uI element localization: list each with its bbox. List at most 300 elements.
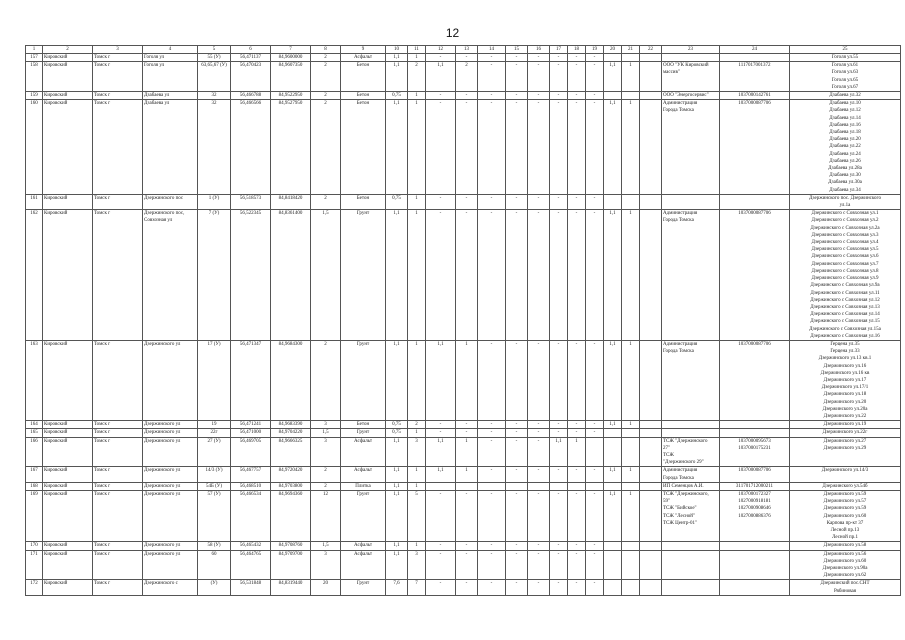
- value-cell: -: [550, 421, 568, 429]
- address-list-line: Гоголя ул.63: [831, 70, 859, 76]
- organization-cell: [662, 467, 720, 482]
- area-cell: 2: [311, 467, 341, 482]
- address-list-line: Гоголя ул.61: [831, 63, 859, 69]
- registration-number-cell: [720, 421, 790, 429]
- city-cell: Томск г: [93, 100, 143, 195]
- value-cell: -: [478, 194, 506, 209]
- column-number: 23: [662, 46, 720, 54]
- value-cell: [622, 92, 640, 100]
- latitude-cell: 56,470423: [231, 62, 271, 92]
- value-cell: [604, 437, 622, 467]
- house-number-cell: 55 (У): [198, 54, 231, 62]
- column-number: 6: [231, 46, 271, 54]
- organization-line: Города Томска: [663, 108, 694, 114]
- longitude-cell: 84,9704220: [271, 429, 311, 437]
- column-number: 12: [426, 46, 456, 54]
- value-cell: [456, 482, 478, 490]
- row-number-cell: 163: [26, 340, 43, 420]
- column-number: 2: [43, 46, 93, 54]
- row-number-cell: 170: [26, 542, 43, 550]
- column-number: 14: [478, 46, 506, 54]
- house-number-cell: 54Б (У): [198, 482, 231, 490]
- address-list-line: Дзержинского ул.58: [823, 543, 867, 549]
- surface-cell: Асфальт: [341, 550, 386, 580]
- registration-number-cell: [720, 54, 790, 62]
- house-number-cell: 32: [198, 92, 231, 100]
- value-cell: [604, 429, 622, 437]
- value-cell: -: [506, 100, 528, 195]
- district-cell: Кировский: [43, 54, 93, 62]
- value-cell: -: [550, 54, 568, 62]
- column-number: 10: [386, 46, 408, 54]
- value-cell: [604, 550, 622, 580]
- value-cell: -: [528, 421, 550, 429]
- value-cell: -: [528, 340, 550, 420]
- value-cell: [622, 429, 640, 437]
- house-number-cell: 60: [198, 550, 231, 580]
- column-number: 16: [528, 46, 550, 54]
- value-cell: [622, 437, 640, 467]
- value-cell: -: [506, 429, 528, 437]
- longitude-cell: 84,9720420: [271, 467, 311, 482]
- table-row: [26, 340, 901, 420]
- row-number-cell: 164: [26, 421, 43, 429]
- address-list-line: Дзабаева ул.30: [829, 173, 861, 179]
- city-cell: Томск г: [93, 421, 143, 429]
- value-cell: -: [568, 421, 586, 429]
- value-cell: -: [550, 429, 568, 437]
- value-cell: 1: [456, 437, 478, 467]
- value-cell: -: [568, 62, 586, 92]
- column-number: 21: [622, 46, 640, 54]
- value-cell: 3: [408, 550, 426, 580]
- address-list-line: Карпова пр-кт 37: [826, 520, 864, 526]
- address-list-line: Дзержинского с Совхозная ул.7: [811, 261, 879, 267]
- value-cell: -: [586, 340, 604, 420]
- city-cell: Томск г: [93, 490, 143, 541]
- value-cell: -: [586, 490, 604, 541]
- value-cell: 1: [456, 340, 478, 420]
- address-list-line: Дзабаева ул.16: [829, 122, 861, 128]
- address-list-line: Дзержинского с Совхозная ул.4: [811, 240, 879, 246]
- value-cell: -: [550, 467, 568, 482]
- surface-cell: Бетон: [341, 194, 386, 209]
- address-list-line: Дзабаева ул.12: [829, 108, 861, 114]
- registration-number-cell: [720, 437, 790, 467]
- value-cell: -: [528, 550, 550, 580]
- value-cell: -: [586, 542, 604, 550]
- value-cell: 0,75: [386, 421, 408, 429]
- street-cell: Дзабаева ул: [143, 100, 198, 195]
- value-cell: -: [506, 580, 528, 595]
- value-cell: -: [456, 194, 478, 209]
- value-cell: 2: [456, 62, 478, 92]
- table-row: [26, 100, 901, 195]
- district-cell: Кировский: [43, 550, 93, 580]
- value-cell: -: [550, 490, 568, 541]
- value-cell: -: [478, 490, 506, 541]
- value-cell: 1,1: [604, 100, 622, 195]
- registration-number-cell: [720, 542, 790, 550]
- value-cell: -: [478, 62, 506, 92]
- district-cell: Кировский: [43, 210, 93, 341]
- table-row: [26, 550, 901, 580]
- value-cell: -: [528, 210, 550, 341]
- value-cell: -: [586, 92, 604, 100]
- area-cell: 2: [311, 54, 341, 62]
- address-list-cell: [790, 550, 901, 580]
- surface-cell: Грунт: [341, 490, 386, 541]
- empty-cell: [640, 194, 662, 209]
- registration-number-cell: [720, 340, 790, 420]
- address-list-line: Дзабаева ул.10: [829, 101, 861, 107]
- value-cell: -: [506, 194, 528, 209]
- value-cell: -: [528, 429, 550, 437]
- value-cell: 1: [456, 467, 478, 482]
- latitude-cell: 56,464765: [231, 550, 271, 580]
- address-list-line: Дзабаева ул.24: [829, 151, 861, 157]
- street-cell: Дзержинского ул: [143, 542, 198, 550]
- empty-cell: [640, 490, 662, 541]
- street-cell: Дзержинского с: [143, 580, 198, 595]
- value-cell: 1,1: [426, 340, 456, 420]
- address-list-line: Дзабаева ул.26: [829, 158, 861, 164]
- city-cell: Томск г: [93, 92, 143, 100]
- value-cell: 0,75: [386, 92, 408, 100]
- address-list-line: Дзержинского ул.17/1: [821, 385, 869, 391]
- street-cell: Дзержинского ул: [143, 429, 198, 437]
- value-cell: -: [506, 550, 528, 580]
- house-number-cell: 58 (У): [198, 542, 231, 550]
- city-cell: Томск г: [93, 482, 143, 490]
- area-cell: 3: [311, 550, 341, 580]
- district-cell: Кировский: [43, 421, 93, 429]
- value-cell: -: [426, 429, 456, 437]
- district-cell: Кировский: [43, 62, 93, 92]
- value-cell: [604, 194, 622, 209]
- registration-number-line: 1037000175231: [738, 445, 771, 451]
- value-cell: [622, 580, 640, 595]
- value-cell: 1: [408, 210, 426, 341]
- value-cell: -: [586, 421, 604, 429]
- registration-number-cell: [720, 482, 790, 490]
- value-cell: 1: [408, 429, 426, 437]
- value-cell: -: [528, 92, 550, 100]
- organization-cell: [662, 542, 720, 550]
- district-cell: Кировский: [43, 100, 93, 195]
- value-cell: 1,1: [386, 490, 408, 541]
- city-cell: Томск г: [93, 210, 143, 341]
- longitude-cell: 84,8361400: [271, 210, 311, 341]
- value-cell: -: [426, 580, 456, 595]
- row-number-cell: 171: [26, 550, 43, 580]
- latitude-cell: 56,465432: [231, 542, 271, 550]
- house-number-cell: 63,65,67 (У): [198, 62, 231, 92]
- value-cell: -: [586, 62, 604, 92]
- value-cell: -: [550, 194, 568, 209]
- value-cell: 1: [408, 54, 426, 62]
- value-cell: -: [586, 100, 604, 195]
- address-list-line: Дзержинского ул.16: [823, 363, 867, 369]
- value-cell: [426, 482, 456, 490]
- district-cell: Кировский: [43, 194, 93, 209]
- address-list-line: Дзержинского ул.59: [823, 506, 867, 512]
- organization-line: ТСЖ "Бийское": [663, 506, 697, 512]
- row-number-cell: 157: [26, 54, 43, 62]
- registration-number-cell: [720, 100, 790, 195]
- area-cell: 3: [311, 421, 341, 429]
- city-cell: Томск г: [93, 542, 143, 550]
- longitude-cell: 84,9694360: [271, 490, 311, 541]
- registration-number-line: 1037000087706: [738, 468, 771, 474]
- table-row: [26, 490, 901, 541]
- value-cell: -: [568, 92, 586, 100]
- address-list-line: Гоголя ул.67: [831, 84, 859, 90]
- column-number: 5: [198, 46, 231, 54]
- registry-table: [25, 45, 901, 596]
- longitude-cell: 84,9527950: [271, 100, 311, 195]
- street-cell: Гоголя ул: [143, 62, 198, 92]
- longitude-cell: 84,9607350: [271, 62, 311, 92]
- value-cell: -: [568, 542, 586, 550]
- value-cell: -: [506, 421, 528, 429]
- address-list-line: Дзержинского с Совхозная ул.1: [811, 211, 879, 217]
- value-cell: 3: [408, 437, 426, 467]
- value-cell: -: [478, 92, 506, 100]
- longitude-cell: 84,9709700: [271, 550, 311, 580]
- organization-cell: [662, 429, 720, 437]
- row-number-cell: 169: [26, 490, 43, 541]
- value-cell: [568, 482, 586, 490]
- organization-cell: [662, 550, 720, 580]
- value-cell: 1: [622, 340, 640, 420]
- house-number-cell: 14/3 (У): [198, 467, 231, 482]
- address-list-line: Дзержинского с Совхозная ул.2: [811, 218, 879, 224]
- value-cell: 1: [408, 100, 426, 195]
- value-cell: -: [528, 54, 550, 62]
- column-number: 19: [586, 46, 604, 54]
- value-cell: -: [506, 490, 528, 541]
- address-list-line: Дзержинского с Совхозная ул.9: [811, 276, 879, 282]
- value-cell: -: [456, 100, 478, 195]
- value-cell: -: [478, 429, 506, 437]
- empty-cell: [640, 92, 662, 100]
- address-list-line: Дзержинского пос. Дзержинского: [809, 195, 881, 201]
- row-number-cell: 166: [26, 437, 43, 467]
- address-list-cell: [790, 490, 901, 541]
- house-number-cell: 22г: [198, 429, 231, 437]
- value-cell: -: [528, 580, 550, 595]
- value-cell: -: [586, 429, 604, 437]
- value-cell: 1: [622, 421, 640, 429]
- value-cell: -: [426, 542, 456, 550]
- area-cell: 3: [311, 437, 341, 467]
- value-cell: 1,1: [426, 467, 456, 482]
- longitude-cell: 84,9600000: [271, 54, 311, 62]
- empty-cell: [640, 482, 662, 490]
- address-list-line: Дзабаева ул.18: [829, 130, 861, 136]
- address-list-line: Дзержинского с Совхозная ул.2а: [810, 225, 880, 231]
- value-cell: 1: [622, 100, 640, 195]
- registration-number-line: 1037000095673: [738, 438, 771, 444]
- address-list-line: Дзержинского ул.19: [823, 422, 867, 428]
- empty-cell: [640, 437, 662, 467]
- street-cell: Дзержинского ул: [143, 437, 198, 467]
- address-list-line: Дзержинского с Совхозная ул.8: [811, 268, 879, 274]
- value-cell: -: [456, 92, 478, 100]
- address-list-cell: [790, 210, 901, 341]
- registration-number-line: 1037000087706: [738, 211, 771, 217]
- area-cell: 2: [311, 482, 341, 490]
- column-number: 4: [143, 46, 198, 54]
- address-list-cell: [790, 429, 901, 437]
- value-cell: 1,1: [386, 482, 408, 490]
- district-cell: Кировский: [43, 580, 93, 595]
- organization-line: ТСЖ: [663, 452, 674, 458]
- value-cell: -: [478, 542, 506, 550]
- value-cell: [604, 482, 622, 490]
- value-cell: -: [426, 490, 456, 541]
- organization-line: массив": [663, 70, 680, 76]
- longitude-cell: 84,9683390: [271, 421, 311, 429]
- registration-number-cell: [720, 210, 790, 341]
- address-list-cell: [790, 482, 901, 490]
- organization-cell: [662, 54, 720, 62]
- value-cell: -: [586, 580, 604, 595]
- value-cell: 1: [408, 340, 426, 420]
- address-list-cell: [790, 340, 901, 420]
- value-cell: [586, 482, 604, 490]
- value-cell: [622, 194, 640, 209]
- address-list-line: Дзержинского ул.22г: [822, 430, 868, 436]
- value-cell: -: [550, 550, 568, 580]
- address-list-line: Дзержинского ул.62: [823, 573, 867, 579]
- organization-cell: [662, 340, 720, 420]
- empty-cell: [640, 54, 662, 62]
- address-list-line: Дзержинского с Совхозная ул.16: [810, 333, 880, 339]
- district-cell: Кировский: [43, 92, 93, 100]
- address-list-line: Дзабаева ул.22: [829, 144, 861, 150]
- organization-cell: [662, 490, 720, 541]
- address-list-cell: [790, 542, 901, 550]
- area-cell: 2: [311, 62, 341, 92]
- street-cell: Дзержинского пос: [143, 194, 198, 209]
- column-number: 9: [341, 46, 386, 54]
- value-cell: [622, 54, 640, 62]
- surface-cell: Асфальт: [341, 542, 386, 550]
- value-cell: -: [550, 542, 568, 550]
- latitude-cell: 56,518573: [231, 194, 271, 209]
- value-cell: 5: [408, 490, 426, 541]
- district-cell: Кировский: [43, 490, 93, 541]
- page-number: 12: [445, 26, 460, 40]
- organization-line: ООО "Энергосервис": [663, 93, 709, 99]
- organization-line: 59": [663, 499, 671, 505]
- longitude-cell: 84,9522950: [271, 92, 311, 100]
- row-number-cell: 162: [26, 210, 43, 341]
- address-list-line: Дзабаева ул.34: [829, 187, 861, 193]
- organization-cell: [662, 437, 720, 467]
- value-cell: -: [426, 194, 456, 209]
- value-cell: [604, 54, 622, 62]
- city-cell: Томск г: [93, 580, 143, 595]
- row-number-cell: 158: [26, 62, 43, 92]
- address-list-line: ул.1а: [839, 203, 851, 209]
- value-cell: -: [478, 550, 506, 580]
- address-list-line: Дзержинского ул.60: [823, 558, 867, 564]
- address-list-line: Дзабаева ул.30а: [828, 180, 862, 186]
- value-cell: -: [456, 429, 478, 437]
- address-list-line: Рябиновая: [833, 588, 857, 594]
- street-cell: Дзержинского пос, Совхозная ул: [143, 210, 198, 341]
- address-list-line: Дзержинского с Совхозная ул.15а: [809, 326, 881, 332]
- table-row: [26, 467, 901, 482]
- street-cell: Дзабаева ул: [143, 92, 198, 100]
- value-cell: -: [586, 54, 604, 62]
- value-cell: -: [568, 550, 586, 580]
- value-cell: -: [528, 490, 550, 541]
- address-list-line: Дзержинского ул.27: [823, 438, 867, 444]
- surface-cell: Грунт: [341, 580, 386, 595]
- address-list-cell: [790, 54, 901, 62]
- registration-number-line: 1037000087706: [738, 341, 771, 347]
- column-number: 25: [790, 46, 901, 54]
- registration-number-cell: [720, 490, 790, 541]
- surface-cell: Асфальт: [341, 437, 386, 467]
- value-cell: -: [506, 437, 528, 467]
- table-row: [26, 92, 901, 100]
- value-cell: 1,1: [550, 437, 568, 467]
- row-number-cell: 165: [26, 429, 43, 437]
- organization-cell: [662, 210, 720, 341]
- address-list-cell: [790, 92, 901, 100]
- address-list-line: Дзержинского с Совхозная ул.13: [810, 304, 880, 310]
- longitude-cell: 84,8418420: [271, 194, 311, 209]
- latitude-cell: 56,471347: [231, 340, 271, 420]
- value-cell: 1,1: [604, 467, 622, 482]
- address-list-line: Дзержинского ул.54б: [822, 483, 868, 489]
- address-list-line: Дзержинского с Совхозная ул.12: [810, 297, 880, 303]
- value-cell: 2: [408, 421, 426, 429]
- empty-cell: [640, 550, 662, 580]
- value-cell: -: [456, 490, 478, 541]
- organization-line: Администрация: [663, 101, 698, 107]
- value-cell: -: [478, 421, 506, 429]
- latitude-cell: 56,466566: [231, 100, 271, 195]
- value-cell: [622, 550, 640, 580]
- value-cell: [622, 542, 640, 550]
- organization-line: Администрация: [663, 468, 698, 474]
- value-cell: -: [426, 54, 456, 62]
- column-number: 11: [408, 46, 426, 54]
- value-cell: -: [586, 194, 604, 209]
- city-cell: Томск г: [93, 550, 143, 580]
- value-cell: -: [426, 92, 456, 100]
- value-cell: -: [456, 210, 478, 341]
- value-cell: -: [528, 62, 550, 92]
- empty-cell: [640, 580, 662, 595]
- area-cell: 2: [311, 92, 341, 100]
- registration-number-cell: [720, 429, 790, 437]
- registration-number-cell: [720, 467, 790, 482]
- registration-number-line: 1117017001372: [738, 63, 771, 69]
- registration-number-line: 1037000142761: [738, 93, 771, 99]
- value-cell: 1: [622, 210, 640, 341]
- value-cell: -: [550, 340, 568, 420]
- address-list-line: Дзержинского с Совхозная ул.3: [811, 232, 879, 238]
- district-cell: Кировский: [43, 482, 93, 490]
- street-cell: Дзержинского ул: [143, 421, 198, 429]
